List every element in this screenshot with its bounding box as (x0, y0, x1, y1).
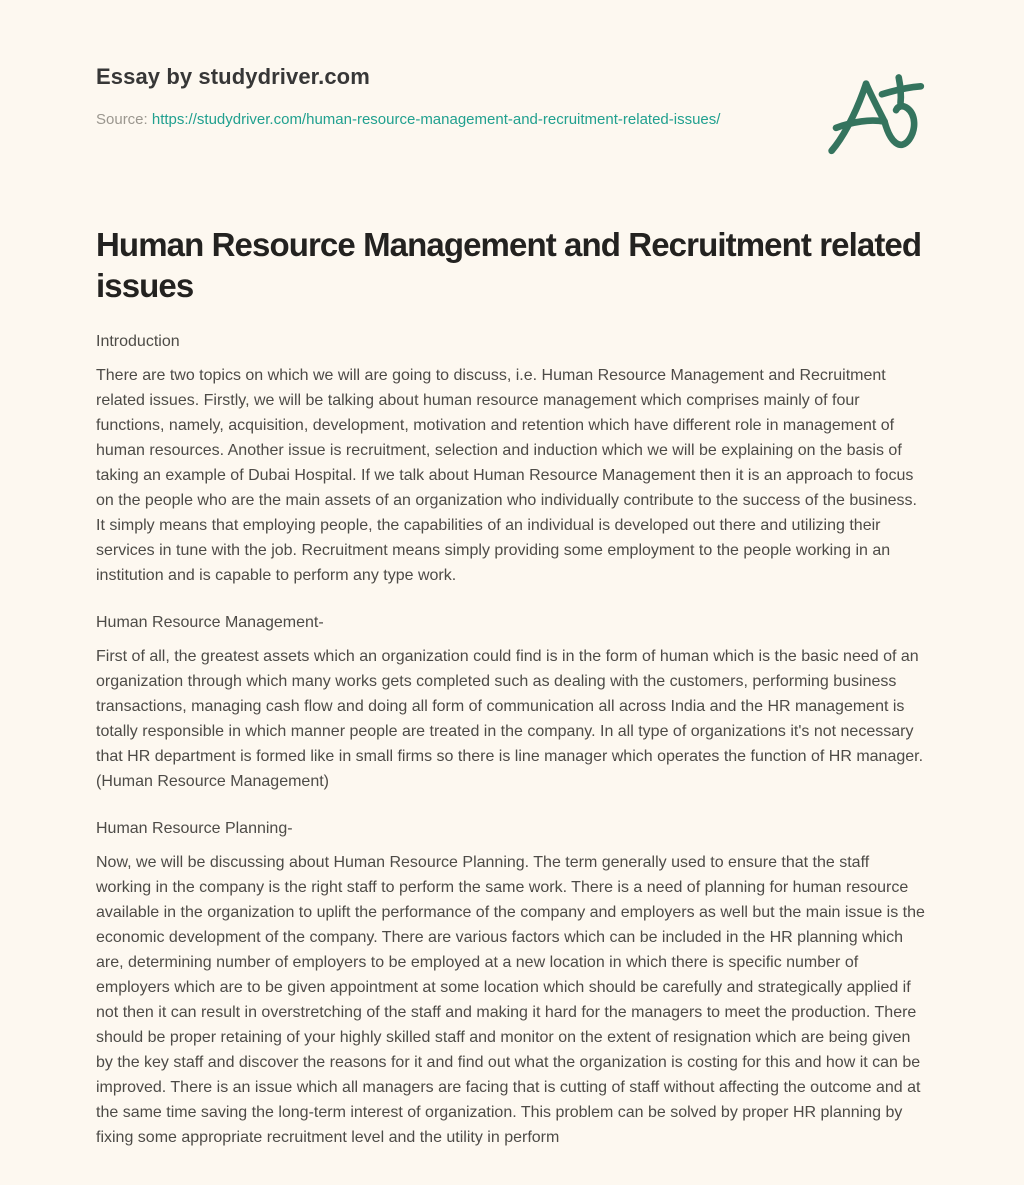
section-introduction (96, 333, 928, 588)
source-label: Source: (96, 111, 148, 128)
section-heading-human-resource-management: Human Resource Management- (96, 613, 324, 631)
essay-by-heading: Essay by studydriver.com (96, 64, 370, 89)
document-header (96, 64, 928, 133)
article-title: Human Resource Management and Recruitment related issues (96, 226, 922, 304)
paragraph-human-resource-planning: Now, we will be discussing about Human Resource Planning. The term generally used to ensure that the staff working in the company is the right staff to perform the same work. There is a need of planning for human resource available in the organization to uplift the performance of the company and employers as well but the main issue is the economic development of the company. There are various factors which can be included in the HR planning which are, determining number of employers to be employed at a new location in which there is specific number of employers which are to be given appointment at some location which should be carefully and strategically applied if not then it can result in overstretching of the staff and making it hard for the managers to meet the production. There should be proper retaining of your highly skilled staff and monitor on the extent of resignation which are being given by the key staff and discover the reasons for it and find out what the organization is costing for this and how it can be improved. There is an issue which all managers are facing that is cutting of staff without affecting the outcome and at the same time saving the long-term interest of organization. This problem can be solved by proper HR planning by fixing some appropriate recruitment level and the utility in perform (96, 853, 925, 1146)
studydriver-a-plus-logo-icon (821, 70, 927, 168)
paragraph-human-resource-management: First of all, the greatest assets which an organization could find is in the form of human which is the basic need of an organization through which many works gets completed such as dealing with the customers, performing business transactions, managing cash flow and doing all form of communication all across India and the HR management is totally responsible in which manner people are treated in the company. In all type of organizations it's not necessary that HR department is formed like in small firms so there is line manager which operates the function of HR manager. (Human Resource Management) (96, 647, 924, 790)
section-heading-human-resource-planning: Human Resource Planning- (96, 819, 293, 837)
section-heading-introduction: Introduction (96, 332, 180, 350)
source-link[interactable]: https://studydriver.com/human-resource-management-and-recruitment-related-issues/ (151, 111, 721, 128)
source-line (96, 106, 754, 133)
section-human-resource-management (96, 614, 928, 794)
section-human-resource-planning (96, 820, 928, 1150)
essay-article (96, 225, 928, 1150)
paragraph-introduction: There are two topics on which we will are going to discuss, i.e. Human Resource Management and Recruitment related issues. Firstly, we will be talking about human resource management which comprises mainly of four functions, namely, acquisition, development, motivation and retention which have different role in management of human resources. Another issue is recruitment, selection and induction which we will be explaining on the basis of taking an example of Dubai Hospital. If we talk about Human Resource Management then it is an approach to focus on the people who are the main assets of an organization who individually contribute to the success of the business. It simply means that employing people, the capabilities of an individual is developed out there and utilizing their services in tune with the job. Recruitment means simply providing some employment to the people working in an institution and is capable to perform any type work. (96, 366, 917, 584)
